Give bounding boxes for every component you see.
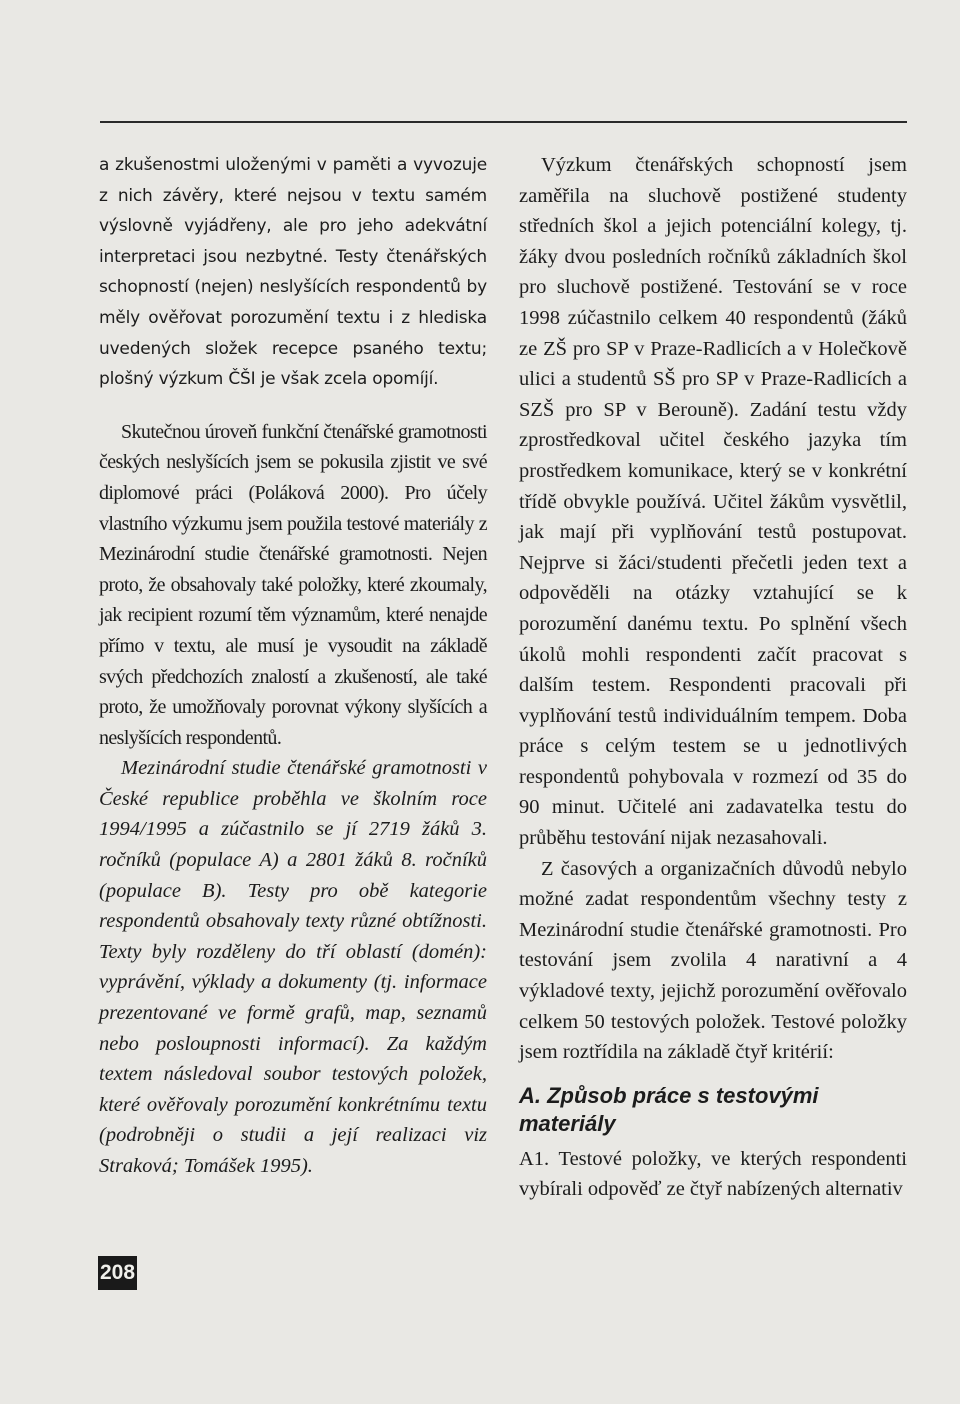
- page-number: 208: [98, 1256, 137, 1290]
- paragraph-international-study: Mezinárodní studie čtenářské gramotnosti v České republice proběhla ve školním roce 1994/1995 a zúčastnilo se jí 2719 žáků 3. ročníků (populace A) a 2801 žáků 8. ročníků (populace B). Testy pro obě kategorie respondentů obsahovaly texty různé obtížnosti. Texty byly rozděleny do tří oblastí (domén): vyprávění, výklady a dokumenty (tj. informace prezentované ve formě grafů, map, seznamů nebo posloupnosti informací). Za každým textem následoval soubor testových položek, které ověřovaly porozumění konkrétnímu textu (podrobněji o studii a její realizaci viz Straková; Tomášek 1995).: [99, 757, 487, 1177]
- top-rule: [100, 121, 907, 123]
- paragraph-test-selection: Z časových a organizačních důvodů nebylo možné zadat respondentům všechny testy z Mezinárodní studie čtenářské gramotnosti. Pro testování jsem zvolila 4 narativní a 4 výkladové texty, jejichž porozumění ověřovalo celkem 50 testových položek. Testové položky jsem roztřídila na základě čtyř kritérií:: [519, 857, 907, 1064]
- right-column: [519, 150, 907, 1205]
- paragraph-research-focus: Výzkum čtenářských schopností jsem zaměřila na sluchově postižené studenty středních škol a jejich potenciální kolegy, tj. žáky dvou posledních ročníků základních škol pro sluchově postižené. Testování se v roce 1998 zúčastnilo celkem 40 respondentů (žáků ze ZŠ pro SP v Praze-Radlicích a v Holečkově ulici a studentů SŠ pro SP v Praze-Radlicích a SZŠ pro SP v Berouně). Zadání testu vždy zprostředkoval učitel českého jazyka tím prostředkem komunikace, který se v konkrétní třídě obvykle používá. Učitel žákům vysvětlil, jak mají při vyplňování testů postupovat. Nejprve si žáci/studenti přečetli jeden text a odpověděli na otázky vztahující se k porozumění danému textu. Po splnění všech úkolů mohli respondenti začít pracovat s dalším testem. Respondenti pracovali při vyplňování testů individuálním tempem. Doba práce s celým testem se u jednotlivých respondentů pohybovala v rozmezí od 35 do 90 minut. Učitelé ani zadavatelka testu do průběhu testování nijak nezasahovali.: [519, 154, 907, 850]
- section-heading: A. Způsob práce s testovými materiály: [519, 1082, 819, 1136]
- paragraph-own-research: Skutečnou úroveň funkční čtenářské gramotnosti českých neslyšících jsem se pokusila zjistit ve své diplomové práci (Poláková 2000). Pro účely vlastního výzkumu jsem použila testové materiály z Mezinárodní studie čtenářské gramotnosti. Nejen proto, že obsahovaly také položky, které zkoumaly, jak recipient rozumí těm významům, které nenajde přímo v textu, ale musí je vysoudit na základě svých předchozích znalostí a zkušeností, ale také proto, že umožňovaly porovnat výkony slyšících a neslyšících respondentů.: [99, 420, 487, 749]
- left-column: [99, 150, 487, 1182]
- paragraph-reception-intro: a zkušenostmi uloženými v paměti a vyvozuje z nich závěry, které nejsou v textu samém výslovně vyjádřeny, ale pro jeho adekvátní interpretaci jsou nezbytné. Testy čtenářských schopností (nejen) neslyšících respondentů by měly ověřovat porozumění textu i z hlediska uvedených složek recepce psaného textu; plošný výzkum ČŠI je však zcela opomíjí.: [99, 155, 487, 390]
- paragraph-a1: A1. Testové položky, ve kterých respondenti vybírali odpověď ze čtyř nabízených alternativ: [519, 1147, 907, 1201]
